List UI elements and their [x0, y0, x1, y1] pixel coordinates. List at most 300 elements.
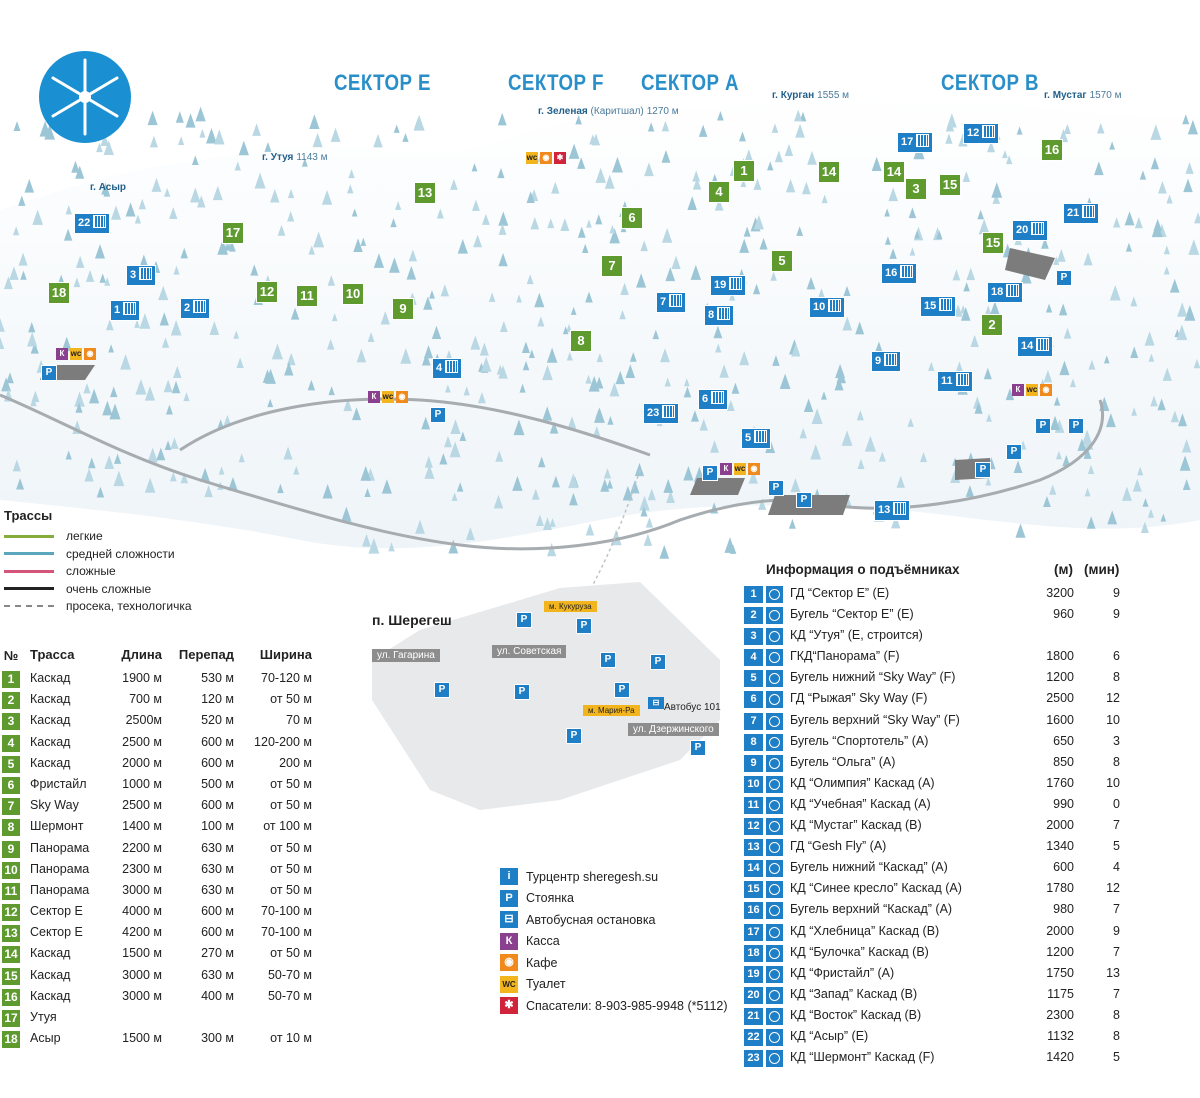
lift-icon — [729, 277, 742, 290]
cafe-icon: ◉ — [84, 348, 96, 360]
lift-number: 18 — [744, 945, 763, 962]
trail-row — [2, 690, 322, 711]
toilet-icon: WC — [500, 976, 518, 993]
trail-number: 13 — [2, 925, 20, 942]
lift-marker-number: 13 — [878, 504, 891, 516]
parking-icon: P — [1056, 270, 1072, 286]
parking-icon: P — [41, 365, 57, 381]
toilet-icon: wc — [1026, 385, 1038, 394]
lift-row — [744, 900, 1194, 921]
lift-row — [744, 647, 1194, 668]
lifts-title: Информация о подъёмниках — [766, 562, 960, 577]
ticket-office-icon: К — [1012, 384, 1024, 396]
lift-number: 6 — [744, 691, 763, 708]
trail-row — [2, 775, 322, 796]
lift-minutes: 12 — [1106, 881, 1120, 896]
trail-name: Каскад — [30, 988, 71, 1003]
lift-length: 2000 — [1046, 923, 1074, 938]
bus-stop-icon: ⊟ — [648, 697, 664, 709]
parking-icon: P — [434, 682, 450, 698]
lift-minutes: 9 — [1113, 586, 1120, 600]
trail-marker: 10 — [342, 283, 364, 305]
trail-drop: 600 м — [201, 904, 234, 919]
lift-type-icon — [766, 713, 783, 730]
lift-name: КД “Мустаг” Каскад (В) — [790, 818, 922, 833]
peak-kurgan: г. Курган 1555 м — [772, 90, 850, 101]
lift-length: 1132 — [1047, 1028, 1074, 1043]
col-length: Длина — [121, 647, 162, 662]
trail-number: 18 — [2, 1031, 20, 1048]
trail-length: 4200 м — [122, 925, 162, 940]
lift-type-icon — [766, 839, 783, 856]
lift-marker — [704, 305, 734, 326]
legend-label: очень сложные — [66, 581, 152, 596]
trail-number: 9 — [2, 841, 20, 858]
lift-icon — [1036, 338, 1049, 351]
lift-number: 19 — [744, 966, 763, 983]
lift-minutes: 12 — [1106, 691, 1120, 706]
lift-type-icon — [766, 628, 783, 645]
lift-icon — [711, 391, 724, 404]
trail-drop: 500 м — [201, 776, 234, 791]
lift-type-icon — [766, 966, 783, 983]
legend-swatch — [4, 535, 54, 538]
peak-asyr: г. Асыр — [90, 182, 127, 193]
lift-minutes: 8 — [1113, 754, 1120, 769]
trail-drop: 600 м — [201, 734, 234, 749]
ticket-office-icon: К — [500, 933, 518, 950]
service-label: Касса — [526, 934, 560, 949]
parking-icon: P — [796, 492, 812, 508]
lift-row — [744, 626, 1194, 647]
lift-length: 850 — [1053, 754, 1074, 769]
lift-name: КД “Шермонт” Каскад (F) — [790, 1050, 935, 1065]
trail-marker: 9 — [392, 298, 414, 320]
parking-icon: P — [514, 684, 530, 700]
lift-row — [744, 922, 1194, 943]
lift-row — [744, 1006, 1194, 1027]
legend-item — [4, 598, 192, 614]
trail-number: 16 — [2, 989, 20, 1006]
legend-label: средней сложности — [66, 546, 175, 561]
lift-marker-number: 20 — [1016, 224, 1029, 236]
trail-name: Сектор E — [30, 904, 83, 919]
lift-marker — [987, 282, 1023, 303]
lift-marker — [809, 297, 845, 318]
lift-type-icon — [766, 945, 783, 962]
lift-marker-number: 4 — [436, 362, 443, 374]
trail-number: 7 — [2, 798, 20, 815]
lift-icon — [123, 302, 136, 315]
trail-name: Каскад — [30, 755, 71, 770]
lift-minutes: 5 — [1113, 839, 1120, 854]
trail-drop: 600 м — [201, 755, 234, 770]
trail-marker: 7 — [601, 255, 623, 277]
lift-number: 23 — [744, 1050, 763, 1067]
lift-length: 1200 — [1046, 670, 1074, 685]
sector-f-title: СЕКТОР F — [508, 70, 604, 95]
toilet-icon: wc — [526, 153, 538, 162]
lift-marker-number: 10 — [813, 301, 826, 313]
trail-length: 2000 м — [122, 755, 162, 770]
lift-name: Бугель “Ольга” (А) — [790, 754, 896, 769]
lift-name: КД “Учебная” Каскад (А) — [790, 796, 931, 811]
service-legend-item — [500, 952, 728, 974]
lift-type-icon — [766, 607, 783, 624]
lift-number: 13 — [744, 839, 763, 856]
lift-type-icon — [766, 649, 783, 666]
lift-marker-number: 1 — [114, 304, 121, 316]
lift-length: 2300 — [1046, 1007, 1074, 1022]
service-legend-item — [500, 974, 728, 996]
lift-name: ГД “Рыжая” Sky Way (F) — [790, 691, 928, 706]
lift-row — [744, 605, 1194, 626]
lift-type-icon — [766, 818, 783, 835]
cafe-icon: ◉ — [748, 463, 760, 475]
parking-icon: P — [975, 462, 991, 478]
trail-marker: 13 — [414, 182, 436, 204]
service-label: Турцентр sheregesh.su — [526, 869, 659, 884]
trail-drop: 300 м — [201, 1031, 234, 1046]
lift-row — [744, 732, 1194, 753]
lift-marker — [643, 403, 679, 424]
ticket-office-icon: К — [56, 348, 68, 360]
street-dzerzhinskogo: ул. Дзержинского — [628, 723, 719, 736]
lift-row — [744, 689, 1194, 710]
trail-name: Панорама — [30, 840, 90, 855]
sector-b-title: СЕКТОР B — [941, 70, 1039, 95]
trail-width: 50-70 м — [267, 967, 312, 982]
service-legend-item — [500, 995, 728, 1017]
lift-type-icon — [766, 924, 783, 941]
lift-type-icon — [766, 586, 783, 603]
lift-type-icon — [766, 1029, 783, 1046]
lift-marker — [710, 275, 746, 296]
trail-width: 70-100 м — [261, 925, 312, 940]
lift-minutes: 7 — [1113, 944, 1120, 959]
lift-type-icon — [766, 1008, 783, 1025]
toilet-icon: wc — [70, 349, 82, 358]
trail-number: 3 — [2, 713, 20, 730]
trail-drop: 100 м — [201, 819, 234, 834]
trail-drop: 600 м — [201, 925, 234, 940]
col-length-unit: (м) — [1054, 562, 1073, 577]
lift-marker-number: 16 — [885, 267, 898, 279]
lift-length: 960 — [1053, 607, 1074, 622]
lift-number: 16 — [744, 902, 763, 919]
trail-row — [2, 711, 322, 732]
lift-icon — [669, 294, 682, 307]
lift-icon — [884, 353, 897, 366]
lift-number: 22 — [744, 1029, 763, 1046]
lift-minutes: 8 — [1113, 670, 1120, 685]
lift-icon — [1031, 222, 1044, 235]
lift-row — [744, 837, 1194, 858]
lift-marker-number: 17 — [901, 136, 914, 148]
lift-length: 980 — [1053, 902, 1074, 917]
legend-swatch — [4, 552, 54, 555]
lift-type-icon — [766, 860, 783, 877]
legend-item — [4, 563, 116, 579]
lift-row — [744, 985, 1194, 1006]
trail-name: Панорама — [30, 882, 90, 897]
parking-icon: P — [566, 728, 582, 744]
lift-marker-number: 15 — [924, 300, 937, 312]
parking-icon: P — [600, 652, 616, 668]
lift-length: 1175 — [1047, 986, 1074, 1001]
lift-marker — [874, 500, 910, 521]
lift-row — [744, 1027, 1194, 1048]
lift-minutes: 13 — [1106, 965, 1120, 980]
legend-swatch — [4, 587, 54, 590]
trail-row — [2, 754, 322, 775]
trail-row — [2, 669, 322, 690]
parking-icon: P — [650, 654, 666, 670]
lift-row — [744, 795, 1194, 816]
col-trail: Трасса — [30, 647, 75, 662]
trail-drop: 630 м — [201, 861, 234, 876]
trail-length: 3000 м — [122, 988, 162, 1003]
trail-width: от 100 м — [263, 819, 312, 834]
service-legend-item — [500, 909, 728, 931]
lift-number: 14 — [744, 860, 763, 877]
lift-icon — [93, 215, 106, 228]
lift-icon — [916, 134, 929, 147]
trail-row — [2, 1029, 322, 1050]
lift-marker-number: 18 — [991, 286, 1004, 298]
parking-icon: P — [1006, 444, 1022, 460]
trail-length: 2500 м — [122, 798, 162, 813]
trail-name: Каскад — [30, 946, 71, 961]
trail-length: 700 м — [129, 692, 162, 707]
lift-minutes: 9 — [1113, 607, 1120, 622]
trails-table-header — [2, 645, 322, 669]
lift-minutes: 3 — [1113, 733, 1120, 748]
lift-name: КД “Синее кресло” Каскад (А) — [790, 881, 962, 896]
trail-length: 1900 м — [122, 671, 162, 685]
sector-e-title: СЕКТОР E — [334, 70, 431, 95]
sector-a-title: СЕКТОР A — [641, 70, 739, 95]
toilet-icon: wc — [734, 464, 746, 473]
trail-length: 1500 м — [122, 1031, 162, 1046]
trail-length: 3000 м — [122, 882, 162, 897]
lift-name: Бугель верхний “Каскад” (А) — [790, 902, 953, 917]
lift-icon — [445, 360, 458, 373]
lift-marker — [432, 358, 462, 379]
street-sovetskaya: ул. Советская — [492, 645, 566, 658]
lift-marker-number: 9 — [875, 355, 882, 367]
legend-label: легкие — [66, 529, 103, 543]
info-icon: i — [500, 868, 518, 885]
lift-minutes: 6 — [1113, 649, 1120, 664]
service-label: Спасатели: 8-903-985-9948 (*5112) — [526, 998, 728, 1013]
legend-item — [4, 581, 151, 597]
trail-row — [2, 902, 322, 923]
service-label: Автобусная остановка — [526, 912, 656, 927]
lift-number: 1 — [744, 586, 763, 603]
lift-length: 1780 — [1046, 881, 1074, 896]
lift-marker-number: 14 — [1021, 340, 1034, 352]
lift-row — [744, 1048, 1194, 1069]
cafe-icon: ◉ — [1040, 384, 1052, 396]
lift-number: 8 — [744, 734, 763, 751]
trails-table — [2, 645, 322, 1050]
trail-width: от 50 м — [270, 692, 312, 707]
lift-icon — [939, 298, 952, 311]
trail-number: 15 — [2, 968, 20, 985]
parking-icon: P — [1035, 418, 1051, 434]
lift-number: 9 — [744, 755, 763, 772]
lift-row — [744, 879, 1194, 900]
legend-item — [4, 546, 175, 562]
trail-width: от 50 м — [270, 946, 312, 961]
bus-stop-icon: ⊟ — [500, 911, 518, 928]
lifts-table-header — [744, 560, 1194, 584]
peak-zelenaya: г. Зеленая (Каритшал) 1270 м — [538, 106, 679, 117]
trail-drop: 600 м — [201, 798, 234, 813]
trail-width: от 50 м — [270, 861, 312, 876]
lift-row — [744, 858, 1194, 879]
trail-width: от 50 м — [270, 798, 312, 813]
lift-marker — [110, 300, 140, 321]
trail-drop: 630 м — [201, 967, 234, 982]
trail-row — [2, 944, 322, 965]
lift-marker — [74, 213, 110, 234]
lift-marker — [1063, 203, 1099, 224]
lift-marker-number: 21 — [1067, 207, 1080, 219]
lift-name: КД “Олимпия” Каскад (А) — [790, 775, 935, 790]
trail-name: Каскад — [30, 692, 71, 707]
trail-number: 12 — [2, 904, 20, 921]
trail-width: 200 м — [279, 755, 312, 770]
trail-number: 2 — [2, 692, 20, 709]
parking-icon: P — [614, 682, 630, 698]
trail-name: Шермонт — [30, 819, 84, 834]
lift-length: 1800 — [1046, 649, 1074, 664]
trail-width: 70-120 м — [261, 671, 312, 685]
trail-name: Асыр — [30, 1031, 61, 1046]
lift-name: ГД “Сектор Е” (Е) — [790, 586, 890, 600]
trail-length: 2500м — [125, 713, 162, 728]
trail-name: Каскад — [30, 967, 71, 982]
trail-number: 10 — [2, 862, 20, 879]
trail-drop: 400 м — [201, 988, 234, 1003]
trail-width: 70 м — [286, 713, 312, 728]
lift-icon — [139, 267, 152, 280]
lift-type-icon — [766, 776, 783, 793]
lift-number: 2 — [744, 607, 763, 624]
lift-length: 2000 — [1046, 818, 1074, 833]
lift-marker-number: 8 — [708, 309, 715, 321]
parking-icon: P — [516, 612, 532, 628]
toilet-icon: wc — [382, 392, 394, 401]
service-label: Стоянка — [526, 891, 574, 906]
trail-number: 14 — [2, 946, 20, 963]
trail-length: 1500 м — [122, 946, 162, 961]
stop-mariya-ra: м. Мария-Ра — [583, 705, 640, 716]
lift-name: КД “Утуя” (Е, строится) — [790, 628, 923, 643]
trail-row — [2, 881, 322, 902]
rescue-icon: ✱ — [500, 997, 518, 1014]
trail-row — [2, 796, 322, 817]
col-drop: Перепад — [178, 647, 234, 662]
ticket-office-icon: К — [368, 391, 380, 403]
trail-number: 17 — [2, 1010, 20, 1027]
legend-swatch — [4, 570, 54, 573]
lift-minutes: 8 — [1113, 1007, 1120, 1022]
lift-row — [744, 711, 1194, 732]
lift-type-icon — [766, 670, 783, 687]
service-label: Туалет — [526, 977, 566, 992]
trail-length: 2200 м — [122, 840, 162, 855]
lift-length: 2500 — [1046, 691, 1074, 706]
trail-width: от 50 м — [270, 840, 312, 855]
lift-marker — [126, 265, 156, 286]
parking-icon: P — [1068, 418, 1084, 434]
trail-width: от 10 м — [270, 1031, 312, 1046]
lift-type-icon — [766, 881, 783, 898]
lift-minutes: 8 — [1113, 1028, 1120, 1043]
lift-minutes: 0 — [1113, 796, 1120, 811]
rescue-icon: ✱ — [554, 152, 566, 164]
lift-type-icon — [766, 902, 783, 919]
lift-marker-number: 5 — [745, 432, 752, 444]
trail-drop: 270 м — [201, 946, 234, 961]
stop-kukuruza: м. Кукуруза — [544, 601, 597, 612]
trail-width: 120-200 м — [254, 734, 312, 749]
lift-name: КД “Хлебница” Каскад (В) — [790, 923, 940, 938]
lift-number: 17 — [744, 924, 763, 941]
lift-length: 990 — [1053, 796, 1074, 811]
lift-icon — [828, 299, 841, 312]
lift-marker-number: 6 — [702, 393, 709, 405]
trail-name: Sky Way — [30, 798, 79, 813]
lift-row — [744, 943, 1194, 964]
trail-length: 1000 м — [122, 776, 162, 791]
trail-number: 8 — [2, 819, 20, 836]
lift-length: 3200 — [1046, 586, 1074, 600]
legend-swatch — [4, 605, 54, 607]
lift-marker — [897, 132, 933, 153]
lift-name: КД “Фристайл” (А) — [790, 965, 895, 980]
lift-icon — [717, 307, 730, 320]
ticket-office-icon: К — [720, 463, 732, 475]
lift-length: 1340 — [1046, 839, 1074, 854]
lift-name: Бугель верхний “Sky Way” (F) — [790, 712, 960, 727]
trail-marker: 15 — [982, 232, 1004, 254]
lift-length: 1760 — [1046, 775, 1074, 790]
legend-label: просека, технологичка — [66, 599, 192, 613]
trail-width: 70-100 м — [261, 904, 312, 919]
lift-marker-number: 12 — [967, 127, 980, 139]
lift-minutes: 7 — [1113, 902, 1120, 917]
parking-icon: P — [576, 618, 592, 634]
parking-icon: P — [768, 480, 784, 496]
legend-label: сложные — [66, 564, 116, 578]
trail-row — [2, 923, 322, 944]
lift-icon — [1006, 284, 1019, 297]
lift-length: 600 — [1053, 860, 1074, 875]
lift-name: КД “Асыр” (Е) — [790, 1028, 869, 1043]
trail-length: 3000 м — [122, 967, 162, 982]
trail-marker: 6 — [621, 207, 643, 229]
lift-icon — [754, 430, 767, 443]
lift-minutes: 10 — [1106, 775, 1120, 790]
parking-icon: P — [690, 740, 706, 756]
lift-marker — [180, 298, 210, 319]
lift-type-icon — [766, 691, 783, 708]
lift-icon — [893, 502, 906, 515]
